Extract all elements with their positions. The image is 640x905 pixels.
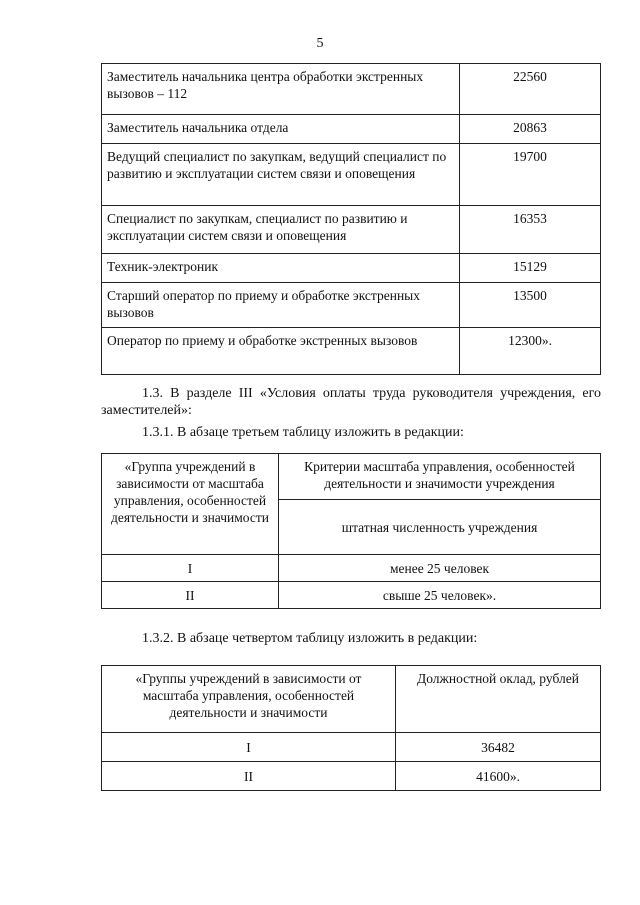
position-cell: Техник-электроник <box>102 254 460 283</box>
group-header-cell: «Группы учреждений в зависимости от масштаба управления, особенностей деятельности и значимости <box>102 666 396 733</box>
group-cell: II <box>102 762 396 791</box>
table-row <box>102 555 601 582</box>
salary-cell: 15129 <box>460 254 601 283</box>
criterion-cell: менее 25 человек <box>279 555 601 582</box>
table-header-row <box>102 454 601 500</box>
table-row <box>102 144 601 206</box>
position-cell: Заместитель начальника отдела <box>102 115 460 144</box>
paragraph-1-3-1: 1.3.1. В абзаце третьем таблицу изложить в редакции: <box>142 425 464 440</box>
page-number: 5 <box>316 36 324 51</box>
table-row <box>102 328 601 375</box>
salary-cell: 19700 <box>460 144 601 206</box>
group-cell: I <box>102 555 279 582</box>
position-cell: Оператор по приему и обработке экстренных вызовов <box>102 328 460 375</box>
table-row <box>102 115 601 144</box>
salary-cell: 20863 <box>460 115 601 144</box>
group-header-cell: «Группа учреждений в зависимости от масштаба управления, особенностей деятельности и значимости <box>102 454 279 555</box>
position-cell: Специалист по закупкам, специалист по развитию и эксплуатации систем связи и оповещения <box>102 206 460 254</box>
salary-cell: 22560 <box>460 64 601 115</box>
table-row <box>102 733 601 762</box>
salary-header-cell: Должностной оклад, рублей <box>396 666 601 733</box>
position-cell: Ведущий специалист по закупкам, ведущий специалист по развитию и эксплуатации систем связи и оповещения <box>102 144 460 206</box>
group-cell: II <box>102 582 279 609</box>
groups-criteria-table <box>101 453 601 609</box>
oklad-table <box>101 665 601 791</box>
salary-cell: 12300». <box>460 328 601 375</box>
salary-cell: 16353 <box>460 206 601 254</box>
paragraph-1-3-2: 1.3.2. В абзаце четвертом таблицу изложить в редакции: <box>142 631 478 646</box>
table-row <box>102 283 601 328</box>
position-cell: Старший оператор по приему и обработке экстренных вызовов <box>102 283 460 328</box>
table-row <box>102 206 601 254</box>
table-row <box>102 762 601 791</box>
salary-table <box>101 63 601 375</box>
table-header-row <box>102 666 601 733</box>
group-cell: I <box>102 733 396 762</box>
table-row <box>102 64 601 115</box>
table-row <box>102 254 601 283</box>
salary-cell: 41600». <box>396 762 601 791</box>
paragraph-1-3: 1.3. В разделе III «Условия оплаты труда руководителя учреждения, его заместителей»: <box>101 386 601 418</box>
criterion-cell: свыше 25 человек». <box>279 582 601 609</box>
salary-cell: 36482 <box>396 733 601 762</box>
salary-cell: 13500 <box>460 283 601 328</box>
table-row <box>102 582 601 609</box>
criteria-subheader-cell: штатная численность учреждения <box>279 500 601 555</box>
criteria-header-cell: Критерии масштаба управления, особенностей деятельности и значимости учреждения <box>279 454 601 500</box>
position-cell: Заместитель начальника центра обработки экстренных вызовов – 112 <box>102 64 460 115</box>
